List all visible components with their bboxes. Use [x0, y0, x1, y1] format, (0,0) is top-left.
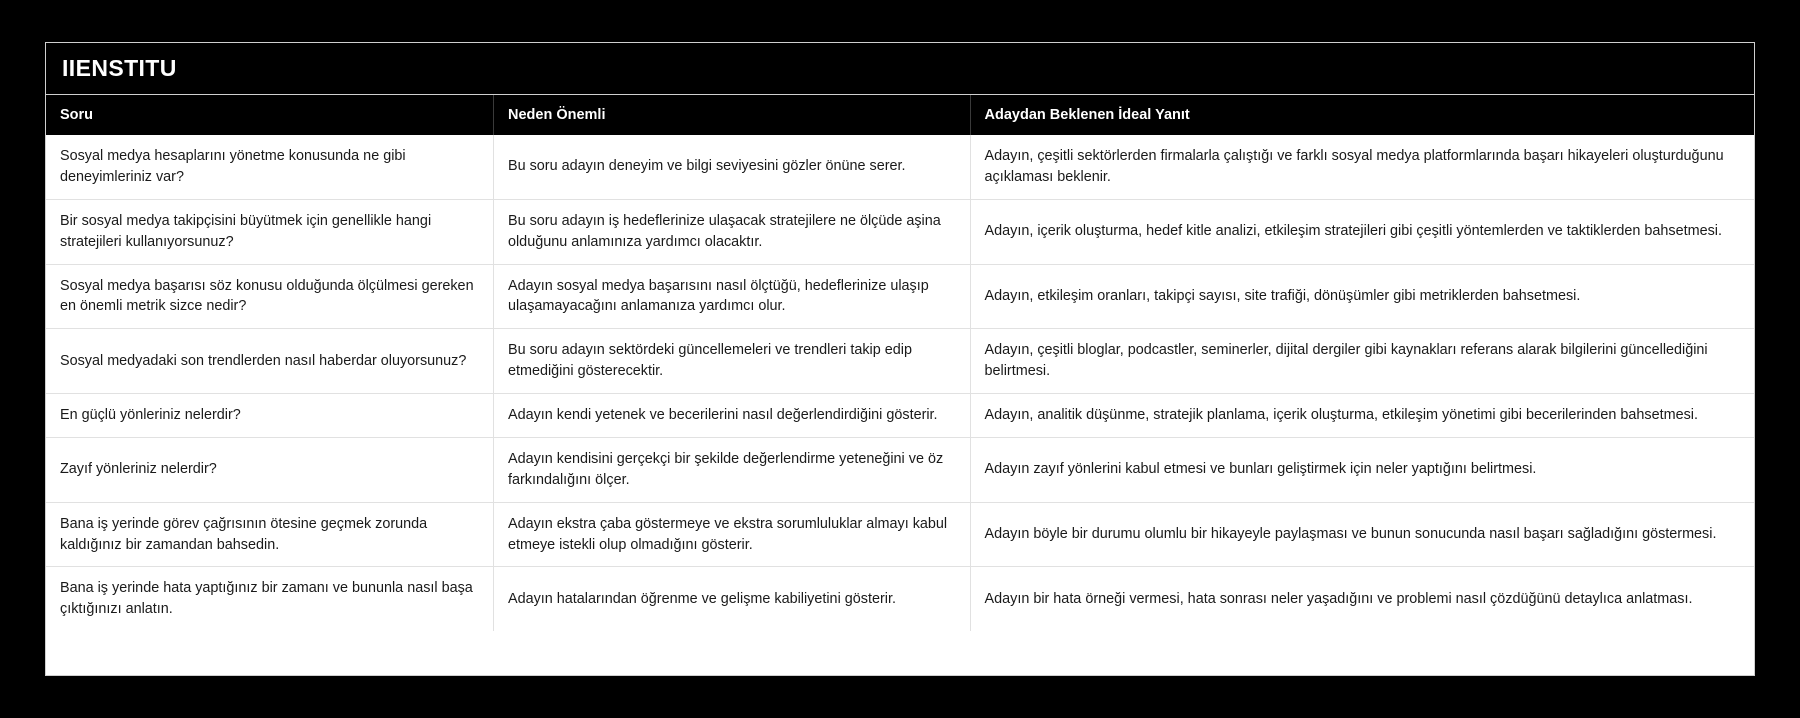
- cell-answer: Adayın, içerik oluşturma, hedef kitle analizi, etkileşim stratejileri gibi çeşitli yöntemlerden ve taktiklerden bahsetmesi.: [970, 199, 1754, 264]
- cell-question: Bana iş yerinde görev çağrısının ötesine geçmek zorunda kaldığınız bir zamandan bahsedin.: [46, 502, 493, 567]
- cell-question: En güçlü yönleriniz nelerdir?: [46, 394, 493, 438]
- interview-questions-table: [46, 95, 1754, 631]
- cell-question: Zayıf yönleriniz nelerdir?: [46, 437, 493, 502]
- cell-answer: Adayın böyle bir durumu olumlu bir hikayeyle paylaşması ve bunun sonucunda nasıl başarı sağladığını göstermesi.: [970, 502, 1754, 567]
- table-row: [46, 199, 1754, 264]
- cell-question: Sosyal medyadaki son trendlerden nasıl haberdar oluyorsunuz?: [46, 329, 493, 394]
- cell-question: Sosyal medya başarısı söz konusu olduğunda ölçülmesi gereken en önemli metrik sizce nedir?: [46, 264, 493, 329]
- interview-questions-card: [45, 42, 1755, 676]
- column-header-ideal-yanit: Adaydan Beklenen İdeal Yanıt: [970, 95, 1754, 135]
- table-row: [46, 437, 1754, 502]
- brand-logo-text: IIENSTITU: [62, 55, 177, 81]
- table-row: [46, 329, 1754, 394]
- cell-answer: Adayın bir hata örneği vermesi, hata sonrası neler yaşadığını ve problemi nasıl çözdüğünü detaylıca anlatması.: [970, 567, 1754, 631]
- cell-why: Bu soru adayın iş hedeflerinize ulaşacak stratejilere ne ölçüde aşina olduğunu anlamınıza yardımcı olacaktır.: [493, 199, 970, 264]
- cell-why: Adayın kendisini gerçekçi bir şekilde değerlendirme yeteneğini ve öz farkındalığını ölçer.: [493, 437, 970, 502]
- cell-question: Sosyal medya hesaplarını yönetme konusunda ne gibi deneyimleriniz var?: [46, 135, 493, 199]
- cell-why: Adayın sosyal medya başarısını nasıl ölçtüğü, hedeflerinize ulaşıp ulaşamayacağını anlamanıza yardımcı olur.: [493, 264, 970, 329]
- cell-why: Bu soru adayın sektördeki güncellemeleri ve trendleri takip edip etmediğini gösterecektir.: [493, 329, 970, 394]
- column-header-neden-onemli: Neden Önemli: [493, 95, 970, 135]
- table-row: [46, 264, 1754, 329]
- table-scroll-region: [46, 95, 1754, 675]
- cell-answer: Adayın, çeşitli sektörlerden firmalarla çalıştığı ve farklı sosyal medya platformlarında başarı hikayeleri oluşturduğunu açıklaması beklenir.: [970, 135, 1754, 199]
- cell-why: Adayın kendi yetenek ve becerilerini nasıl değerlendirdiğini gösterir.: [493, 394, 970, 438]
- column-header-soru: Soru: [46, 95, 493, 135]
- table-header-row: [46, 95, 1754, 135]
- cell-why: Bu soru adayın deneyim ve bilgi seviyesini gözler önüne serer.: [493, 135, 970, 199]
- cell-answer: Adayın, analitik düşünme, stratejik planlama, içerik oluşturma, etkileşim yönetimi gibi becerilerinden bahsetmesi.: [970, 394, 1754, 438]
- table-body: [46, 135, 1754, 631]
- cell-why: Adayın hatalarından öğrenme ve gelişme kabiliyetini gösterir.: [493, 567, 970, 631]
- cell-question: Bir sosyal medya takipçisini büyütmek için genellikle hangi stratejileri kullanıyorsunuz?: [46, 199, 493, 264]
- cell-answer: Adayın zayıf yönlerini kabul etmesi ve bunları geliştirmek için neler yaptığını belirtmesi.: [970, 437, 1754, 502]
- table-header: [46, 95, 1754, 135]
- brand-bar: [46, 43, 1754, 95]
- table-row: [46, 567, 1754, 631]
- table-row: [46, 135, 1754, 199]
- table-row: [46, 502, 1754, 567]
- cell-question: Bana iş yerinde hata yaptığınız bir zamanı ve bununla nasıl başa çıktığınızı anlatın.: [46, 567, 493, 631]
- cell-why: Adayın ekstra çaba göstermeye ve ekstra sorumluluklar almayı kabul etmeye istekli olup olmadığını gösterir.: [493, 502, 970, 567]
- table-row: [46, 394, 1754, 438]
- cell-answer: Adayın, etkileşim oranları, takipçi sayısı, site trafiği, dönüşümler gibi metriklerden bahsetmesi.: [970, 264, 1754, 329]
- cell-answer: Adayın, çeşitli bloglar, podcastler, seminerler, dijital dergiler gibi kaynakları referans alarak bilgilerini güncellediğini belirtmesi.: [970, 329, 1754, 394]
